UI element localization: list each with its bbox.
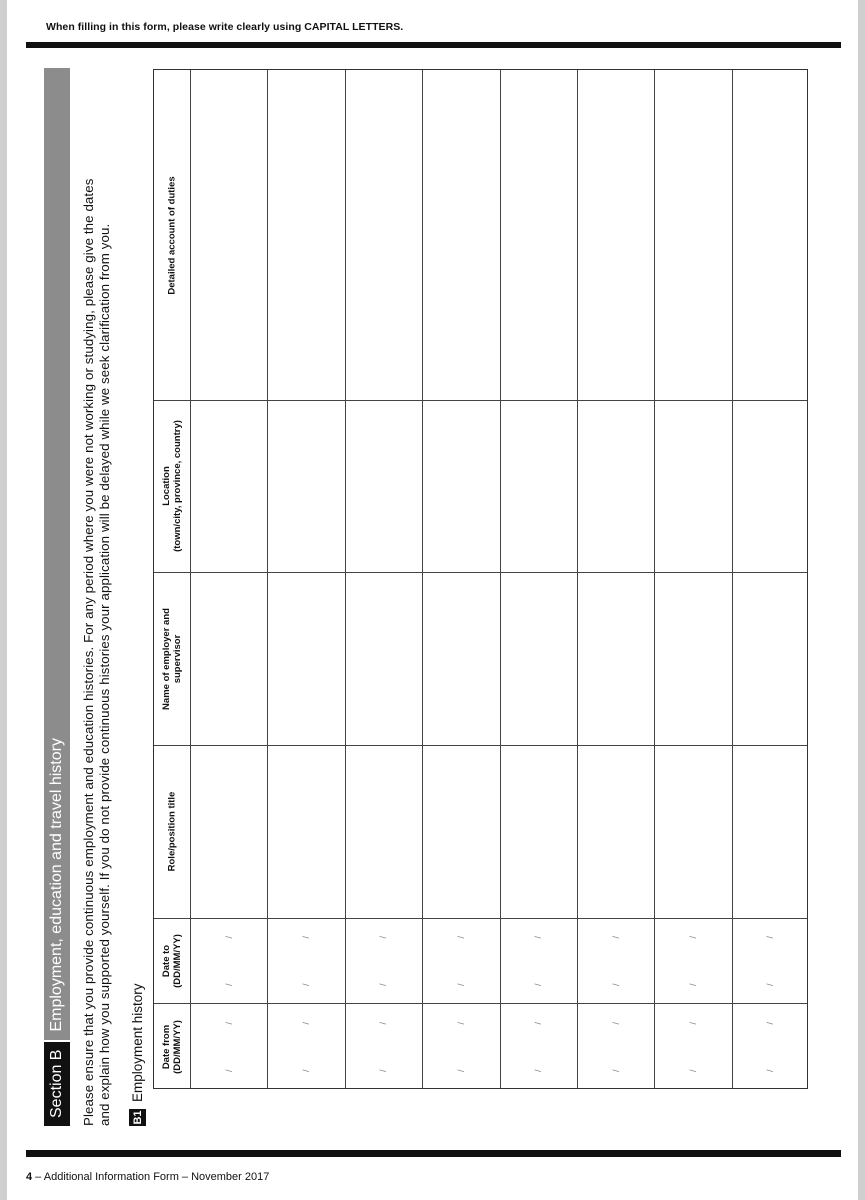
column-header (154, 918, 190, 1003)
table-cell[interactable] (578, 746, 653, 917)
date-separator: / (533, 935, 544, 939)
table-cell[interactable] (655, 401, 730, 571)
page-number: 4 (26, 1171, 33, 1183)
column-header-label: Date from (DD/MM/YY) (161, 1019, 184, 1074)
date-separator: / (455, 1068, 466, 1072)
section-tag: Section B (44, 1042, 70, 1126)
date-separators (688, 936, 698, 986)
date-separators (765, 1022, 775, 1072)
date-separator: / (765, 935, 776, 939)
table-cell[interactable] (268, 746, 343, 917)
date-separator: / (455, 935, 466, 939)
table-cell[interactable] (191, 746, 266, 917)
date-separator: / (533, 982, 544, 986)
date-separator: / (765, 1068, 776, 1072)
date-separator: / (533, 1068, 544, 1072)
date-separators (765, 936, 775, 986)
table-cell[interactable] (733, 71, 808, 399)
page-footer (26, 1171, 269, 1183)
date-separators (533, 936, 543, 986)
table-cell[interactable] (501, 401, 576, 571)
table-cell[interactable] (501, 573, 576, 744)
table-cell[interactable] (268, 573, 343, 744)
date-separator: / (378, 935, 389, 939)
date-separator: / (223, 935, 234, 939)
date-separator: / (687, 935, 698, 939)
rotated-section-content (44, 68, 154, 1126)
date-separator: / (610, 982, 621, 986)
date-separator: / (378, 982, 389, 986)
footer-text: – Additional Information Form – November 2017 (32, 1171, 270, 1183)
column-header-label: Role/position title (166, 791, 178, 872)
table-cell[interactable] (191, 573, 266, 744)
section-title: Employment, education and travel history (44, 68, 70, 1042)
column-header-label: Location (town/city, province, country) (161, 420, 183, 552)
column-header (154, 745, 190, 918)
date-separator: / (687, 1068, 698, 1072)
date-separators (378, 1022, 388, 1072)
column-header (154, 1003, 190, 1090)
page-edge-left (0, 0, 7, 1200)
date-separators (301, 936, 311, 986)
table-cell[interactable] (346, 401, 421, 571)
column-header (154, 400, 190, 572)
subsection-number: B1 (129, 1109, 146, 1126)
page-edge-right (858, 0, 865, 1200)
subsection-heading (129, 68, 146, 1126)
date-separator: / (765, 982, 776, 986)
table-cell[interactable] (733, 573, 808, 744)
table-cell[interactable] (191, 71, 266, 399)
subsection-title: Employment history (130, 983, 145, 1102)
table-cell[interactable] (733, 746, 808, 917)
table-cell[interactable] (423, 573, 498, 744)
date-separator: / (687, 1021, 698, 1025)
date-separator: / (455, 1021, 466, 1025)
table-cell[interactable] (423, 71, 498, 399)
date-separators (533, 1022, 543, 1072)
date-separator: / (378, 1021, 389, 1025)
date-separator: / (223, 1021, 234, 1025)
date-separators (378, 936, 388, 986)
table-cell[interactable] (346, 746, 421, 917)
date-separator: / (223, 1068, 234, 1072)
table-cell[interactable] (501, 71, 576, 399)
date-separator: / (223, 982, 234, 986)
date-separator: / (610, 935, 621, 939)
table-cell[interactable] (655, 573, 730, 744)
table-cell[interactable] (423, 401, 498, 571)
table-cell[interactable] (655, 71, 730, 399)
instructions-line-1: Please ensure that you provide continuous employment and education histories. For any period where you were not working or studying, please give the dates (81, 178, 96, 1126)
table-cell[interactable] (191, 401, 266, 571)
date-separator: / (301, 1021, 312, 1025)
table-cell[interactable] (501, 746, 576, 917)
table-cell[interactable] (423, 746, 498, 917)
date-separators (224, 936, 234, 986)
table-cell[interactable] (733, 401, 808, 571)
table-cell[interactable] (578, 401, 653, 571)
table-cell[interactable] (268, 401, 343, 571)
date-separators (688, 1022, 698, 1072)
column-header-label: Detailed account of duties (166, 175, 178, 295)
date-separator: / (301, 1068, 312, 1072)
table-cell[interactable] (578, 573, 653, 744)
table-cell[interactable] (578, 71, 653, 399)
instructions-line-2: and explain how you supported yourself. If you do not provide continuous histories your application will be delayed while we seek clarification from you. (97, 223, 112, 1126)
date-separator: / (301, 935, 312, 939)
date-separator: / (687, 982, 698, 986)
date-separators (611, 1022, 621, 1072)
date-separator: / (610, 1068, 621, 1072)
date-separator: / (378, 1068, 389, 1072)
column-header (154, 572, 190, 745)
column-header-label: Name of employer and supervisor (161, 607, 184, 710)
table-cell[interactable] (346, 573, 421, 744)
table-cell[interactable] (655, 746, 730, 917)
date-separators (456, 936, 466, 986)
bottom-rule (26, 1150, 841, 1157)
table-cell[interactable] (268, 71, 343, 399)
date-separator: / (610, 1021, 621, 1025)
date-separators (456, 1022, 466, 1072)
column-header (154, 70, 190, 400)
date-separator: / (455, 982, 466, 986)
top-rule (26, 42, 841, 48)
employment-history-table (153, 69, 808, 1089)
section-header (44, 68, 70, 1126)
date-separator: / (533, 1021, 544, 1025)
date-separators (224, 1022, 234, 1072)
date-separator: / (765, 1021, 776, 1025)
capital-letters-instruction: When filling in this form, please write clearly using CAPITAL LETTERS. (46, 21, 404, 33)
table-cell[interactable] (346, 71, 421, 399)
section-instructions (81, 68, 113, 1126)
column-header-label: Date to (DD/MM/YY) (161, 933, 184, 988)
date-separators (611, 936, 621, 986)
date-separator: / (301, 982, 312, 986)
date-separators (301, 1022, 311, 1072)
